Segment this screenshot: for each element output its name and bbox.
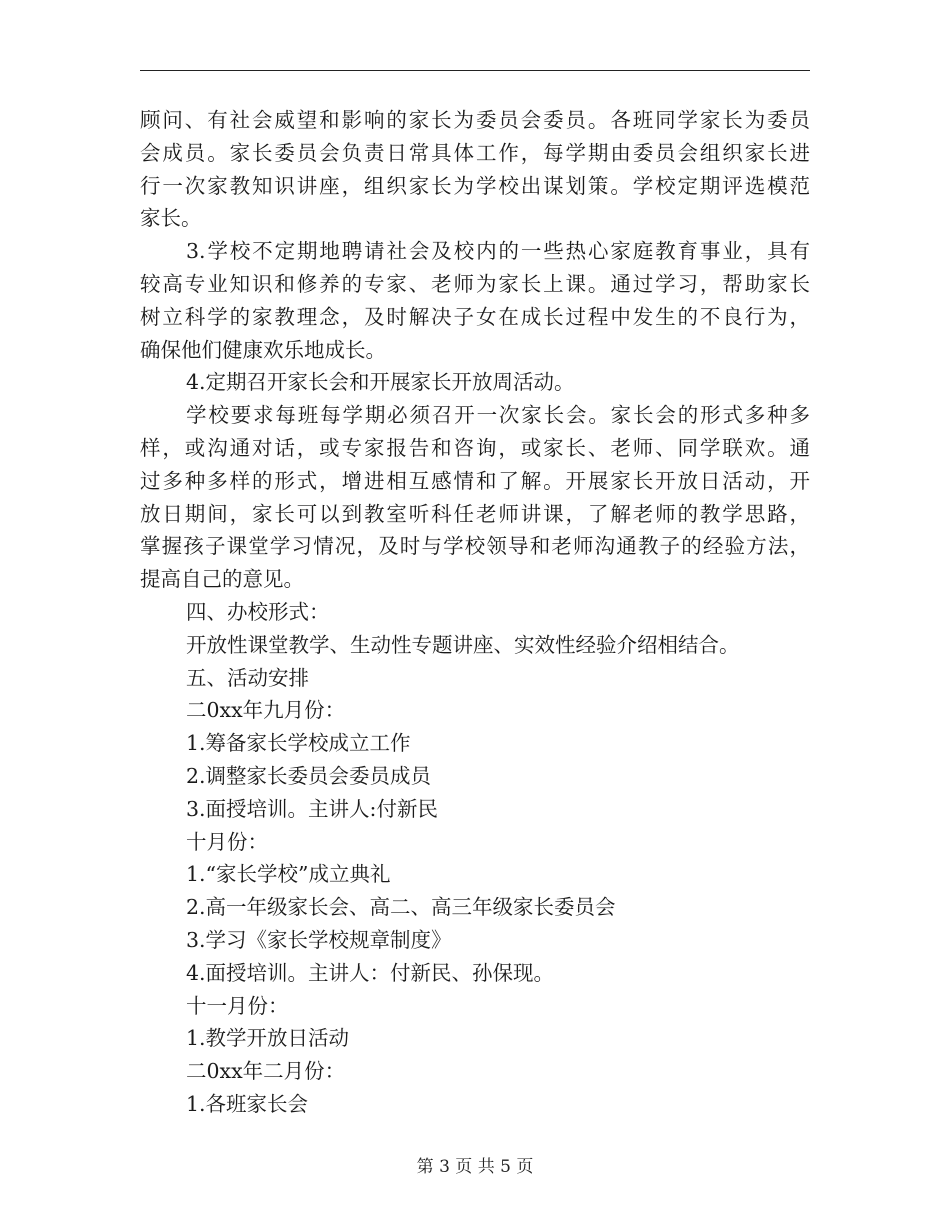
section-heading: 四、办校形式： bbox=[186, 599, 330, 624]
text-line: 学校要求每班每学期必须召开一次家长会。家长会的形式多种多 bbox=[186, 403, 810, 428]
schedule-month: 二0xx年九月份： bbox=[186, 698, 346, 723]
text-line: 树立科学的家教理念，及时解决子女在成长过程中发生的不良行为， bbox=[140, 304, 810, 329]
schedule-item: 4.面授培训。主讲人：付新民、孙保现。 bbox=[186, 960, 555, 985]
text-line: 确保他们健康欢乐地成长。 bbox=[140, 337, 386, 362]
text-line: 掌握孩子课堂学习情况，及时与学校领导和老师沟通教子的经验方法， bbox=[140, 534, 810, 559]
schedule-item: 3.面授培训。主讲人:付新民 bbox=[186, 796, 438, 821]
text-line: 会成员。家长委员会负责日常具体工作，每学期由委员会组织家长进 bbox=[140, 140, 810, 165]
text-line: 开放性课堂教学、生动性专题讲座、实效性经验介绍相结合。 bbox=[186, 632, 740, 657]
schedule-item: 1.各班家长会 bbox=[186, 1091, 309, 1116]
schedule-item: 1.筹备家长学校成立工作 bbox=[186, 731, 411, 756]
text-line: 行一次家教知识讲座，组织家长为学校出谋划策。学校定期评选模范 bbox=[140, 173, 810, 198]
schedule-month: 二0xx年二月份： bbox=[186, 1059, 346, 1084]
text-line: 过多种多样的形式，增进相互感情和了解。开展家长开放日活动，开 bbox=[140, 468, 810, 493]
schedule-item: 1.教学开放日活动 bbox=[186, 1026, 350, 1051]
schedule-item: 3.学习《家长学校规章制度》 bbox=[186, 927, 452, 952]
page-number-footer: 第 3 页 共 5 页 bbox=[416, 1157, 534, 1177]
document-body bbox=[140, 104, 810, 1121]
text-line: 3.学校不定期地聘请社会及校内的一些热心家庭教育事业，具有 bbox=[186, 239, 810, 264]
schedule-month: 十月份： bbox=[186, 829, 268, 854]
schedule-month: 十一月份： bbox=[186, 993, 289, 1018]
text-line: 提高自己的意见。 bbox=[140, 567, 304, 592]
section-heading: 五、活动安排 bbox=[186, 665, 309, 690]
schedule-item: 2.高一年级家长会、高二、高三年级家长委员会 bbox=[186, 895, 616, 920]
text-line: 放日期间，家长可以到教室听科任老师讲课，了解老师的教学思路， bbox=[140, 501, 810, 526]
header-rule bbox=[140, 70, 810, 71]
text-line: 家长。 bbox=[140, 206, 202, 231]
text-line: 样，或沟通对话，或专家报告和咨询，或家长、老师、同学联欢。通 bbox=[140, 435, 810, 460]
schedule-item: 2.调整家长委员会委员成员 bbox=[186, 763, 432, 788]
text-line: 4.定期召开家长会和开展家长开放周活动。 bbox=[186, 370, 575, 395]
text-line: 顾问、有社会威望和影响的家长为委员会委员。各班同学家长为委员 bbox=[140, 108, 810, 132]
schedule-item: 1.“家长学校”成立典礼 bbox=[186, 862, 391, 887]
text-line: 较高专业知识和修养的专家、老师为家长上课。通过学习，帮助家长 bbox=[140, 271, 810, 296]
